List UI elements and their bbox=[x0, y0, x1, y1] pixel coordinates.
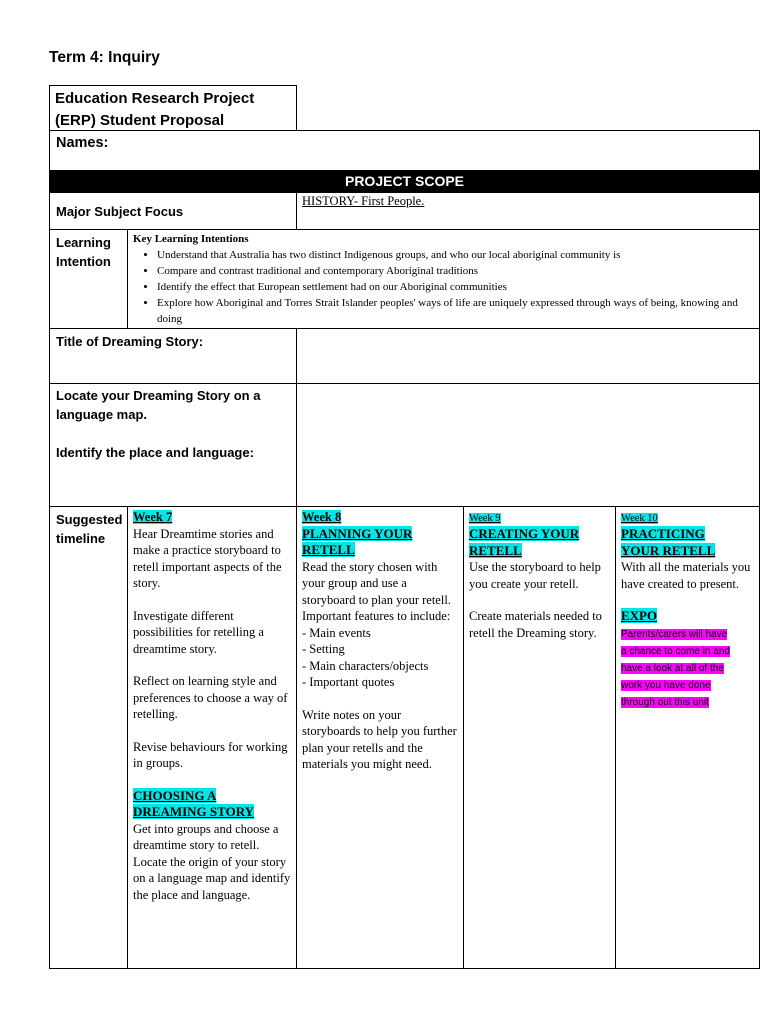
learning-item: • Explore how Aboriginal and Torres Strait Islander peoples' ways of life are uniquely expressed through ways of being, knowing and doing bbox=[157, 295, 754, 327]
week9-label: Week 9 bbox=[469, 513, 501, 524]
week8-text: Read the story chosen with your group and use a storyboard to plan your retell. Important features to include: bbox=[302, 559, 451, 623]
week8-bullet: - Main events bbox=[302, 625, 371, 640]
names-label: Names: bbox=[56, 135, 109, 151]
week7-text: Get into groups and choose a dreamtime story to retell. Locate the origin of your story on a language map and identify the place and language. bbox=[133, 821, 291, 902]
locate-label-cell bbox=[49, 383, 297, 507]
learning-intention-label-line2: Intention bbox=[56, 254, 111, 269]
practicing-heading: PRACTICING YOUR RETELL bbox=[621, 526, 716, 558]
learning-item: • Identify the effect that European settlement had on our Aboriginal communities bbox=[157, 279, 754, 295]
choosing-story-heading: CHOOSING A DREAMING STORY bbox=[133, 787, 255, 819]
locate-line2: language map. bbox=[56, 407, 148, 422]
expo-heading: EXPO bbox=[621, 608, 658, 623]
key-learning-title: Key Learning Intentions bbox=[133, 233, 249, 245]
week7-text: Investigate different possibilities for retelling a dreamtime story. bbox=[133, 608, 264, 656]
major-subject-value: HISTORY- First People. bbox=[296, 192, 760, 230]
timeline-label-line2: timeline bbox=[56, 531, 106, 546]
planning-heading: PLANNING YOUR RETELL bbox=[302, 525, 413, 557]
learning-intention-list bbox=[133, 247, 754, 327]
major-subject-label: Major Subject Focus bbox=[49, 192, 297, 230]
week8-text: Write notes on your storyboards to help you further plan your retells and the materials you might need. bbox=[302, 707, 457, 771]
identify-label: Identify the place and language: bbox=[56, 445, 254, 460]
week7-label: Week 7 bbox=[133, 510, 173, 524]
proposal-title-line2: (ERP) Student Proposal bbox=[55, 112, 225, 129]
learning-item: • Understand that Australia has two distinct Indigenous groups, and who our local aboriginal community is bbox=[157, 247, 754, 263]
project-scope-bar: PROJECT SCOPE bbox=[49, 170, 760, 193]
dreaming-title-label: Title of Dreaming Story: bbox=[49, 328, 297, 384]
week9-column bbox=[463, 506, 616, 969]
week8-bullet: - Important quotes bbox=[302, 675, 395, 689]
timeline-label bbox=[49, 506, 128, 969]
week10-label: Week 10 bbox=[621, 513, 658, 524]
week7-text: Hear Dreamtime stories and make a practice storyboard to retell important aspects of the story. bbox=[133, 526, 282, 590]
learning-intention-label-line1: Learning bbox=[56, 235, 111, 250]
expo-text: Parents/carers will have a chance to come in and have a look at all of the work you have done through out this unit bbox=[621, 628, 730, 708]
week9-text: Create materials needed to retell the Dreaming story. bbox=[469, 609, 602, 640]
week8-bullet: - Main characters/objects bbox=[302, 658, 429, 673]
week10-text: With all the materials you have created to present. bbox=[621, 560, 751, 591]
page-heading: Term 4: Inquiry bbox=[49, 49, 160, 66]
learning-item: • Compare and contrast traditional and contemporary Aboriginal traditions bbox=[157, 263, 754, 279]
learning-intention-content bbox=[127, 229, 760, 329]
learning-intention-label bbox=[49, 229, 128, 329]
locate-line1: Locate your Dreaming Story on a bbox=[56, 388, 261, 403]
week9-text: Use the storyboard to help you create your retell. bbox=[469, 560, 601, 591]
proposal-title-cell bbox=[49, 85, 297, 131]
week10-column bbox=[615, 506, 760, 969]
week7-text: Reflect on learning style and preferences to choose a way of retelling. bbox=[133, 674, 288, 721]
week7-column bbox=[127, 506, 297, 969]
week8-column bbox=[296, 506, 464, 969]
locate-field[interactable] bbox=[296, 383, 760, 507]
week7-text: Revise behaviours for working in groups. bbox=[133, 739, 288, 770]
timeline-label-line1: Suggested bbox=[56, 512, 123, 527]
week8-bullet: - Setting bbox=[302, 642, 345, 656]
week8-label: Week 8 bbox=[302, 510, 342, 524]
names-row bbox=[49, 130, 760, 171]
creating-heading: CREATING YOUR RETELL bbox=[469, 526, 580, 558]
proposal-title-line1: Education Research Project bbox=[55, 90, 255, 107]
dreaming-title-field[interactable] bbox=[296, 328, 760, 384]
